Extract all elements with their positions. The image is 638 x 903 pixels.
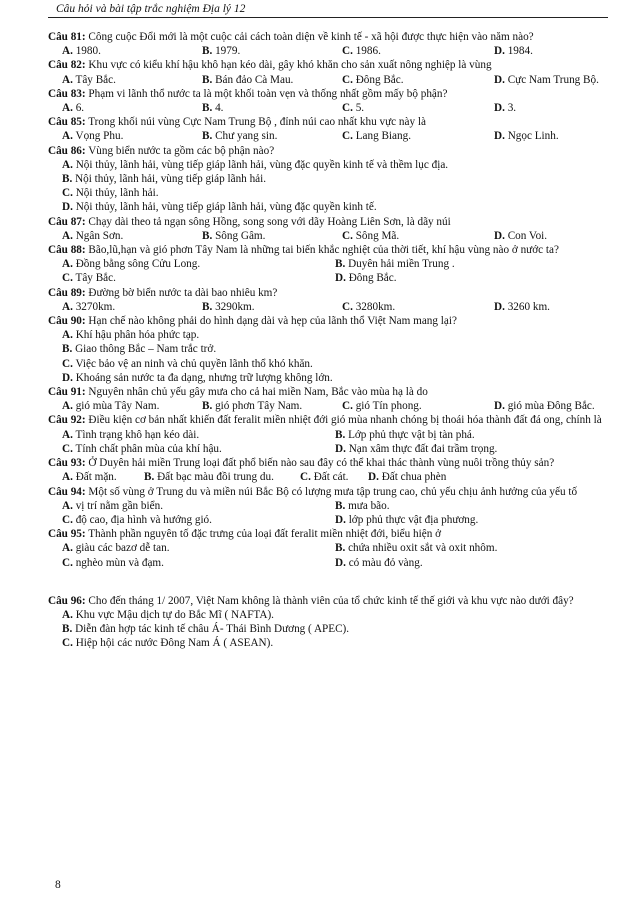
answer-option xyxy=(48,172,608,186)
question-body: Chạy dài theo tả ngạn sông Hồng, song song với dãy Hoàng Liên Sơn, là dãy núi xyxy=(88,215,451,228)
answer-row xyxy=(48,499,608,513)
option-letter: C. xyxy=(300,471,311,484)
question-number: Câu 81: xyxy=(48,31,86,43)
option-letter: B. xyxy=(202,130,213,143)
option-letter: A. xyxy=(62,258,73,271)
question-number: Câu 83: xyxy=(48,87,86,100)
question-number: Câu 95: xyxy=(48,528,86,541)
option-text: gió phơn Tây Nam. xyxy=(215,400,303,413)
option-letter: A. xyxy=(62,158,73,171)
option-text: mưa bão. xyxy=(348,499,390,512)
question-body: Điều kiện cơ bản nhất khiến đất feralit miền nhiệt đới gió mùa nhanh chóng bị thoái hóa thành đất đá ong, chính là xyxy=(88,414,602,427)
answer-option xyxy=(48,200,608,214)
question-text xyxy=(48,456,608,470)
option-text: Sông Gâm. xyxy=(215,229,266,242)
option-text: Nội thủy, lãnh hải, vùng tiếp giáp lãnh hải, vùng đặc quyền kinh tế. xyxy=(75,201,377,214)
option-letter: D. xyxy=(494,73,505,86)
question-body: Khu vực có kiểu khí hậu khô hạn kéo dài, gây khó khăn cho sản xuất nông nghiệp là vùng xyxy=(88,59,492,72)
answer-option xyxy=(62,470,144,484)
option-letter: C. xyxy=(62,513,73,526)
option-letter: C. xyxy=(342,73,353,86)
answer-option xyxy=(48,622,608,636)
option-letter: B. xyxy=(62,343,73,356)
answer-option xyxy=(62,399,202,413)
header-rule xyxy=(48,17,608,18)
option-text: Con Voi. xyxy=(507,229,548,242)
option-letter: D. xyxy=(62,371,73,384)
answer-option xyxy=(342,229,494,243)
option-letter: D. xyxy=(494,400,505,413)
question-text xyxy=(48,115,608,129)
answer-row xyxy=(48,229,608,243)
question-text xyxy=(48,144,608,158)
answer-row xyxy=(48,399,608,413)
answer-option xyxy=(335,257,608,271)
answer-option xyxy=(342,44,494,58)
answer-option xyxy=(62,73,202,87)
option-letter: B. xyxy=(335,258,346,271)
answer-option xyxy=(202,44,342,58)
question-body: Thành phần nguyên tố đặc trưng của loại đất feralit miền nhiệt đới, biểu hiện ở xyxy=(88,528,442,541)
option-letter: A. xyxy=(62,608,73,621)
question-list xyxy=(48,30,608,651)
option-letter: A. xyxy=(62,130,73,143)
answer-option xyxy=(342,129,494,143)
question-number: Câu 87: xyxy=(48,215,86,228)
option-text: Lớp phủ thực vật bị tàn phá. xyxy=(348,428,475,441)
answer-row xyxy=(48,44,608,58)
answer-option xyxy=(48,636,608,650)
option-text: độ cao, địa hình và hướng gió. xyxy=(75,513,212,526)
question-body: Nguyên nhân chủ yếu gây mưa cho cả hai miền Nam, Bắc vào mùa hạ là do xyxy=(88,386,428,399)
option-text: Diễn đàn hợp tác kinh tế châu Á- Thái Bình Dương ( APEC). xyxy=(75,623,350,636)
option-letter: C. xyxy=(342,400,353,413)
option-text: 4. xyxy=(215,102,224,115)
option-letter: D. xyxy=(62,201,73,214)
answer-option xyxy=(494,399,608,413)
option-letter: A. xyxy=(62,300,73,313)
option-letter: B. xyxy=(144,471,155,484)
option-text: Duyên hải miền Trung . xyxy=(348,258,455,271)
answer-option xyxy=(62,541,335,555)
option-text: 1986. xyxy=(355,45,381,58)
option-text: 5. xyxy=(355,102,365,115)
answer-option xyxy=(48,186,608,200)
option-letter: B. xyxy=(202,229,213,242)
answer-option xyxy=(202,101,342,115)
answer-option xyxy=(62,300,202,314)
answer-row xyxy=(48,428,608,442)
question-text xyxy=(48,413,608,427)
option-letter: A. xyxy=(62,428,73,441)
option-text: 3270km. xyxy=(75,300,116,313)
question-text xyxy=(48,30,608,44)
option-letter: D. xyxy=(494,229,505,242)
option-letter: D. xyxy=(494,300,505,313)
option-text: Tây Bắc. xyxy=(75,272,116,285)
answer-option xyxy=(202,399,342,413)
answer-option xyxy=(202,229,342,243)
question-number: Câu 94: xyxy=(48,485,86,498)
question-text xyxy=(48,527,608,541)
question-body: Cho đến tháng 1/ 2007, Việt Nam không là thành viên của tổ chức kinh tế thế giới và khu vực nào dưới đây? xyxy=(88,594,574,607)
answer-option xyxy=(62,271,335,285)
option-text: 1980. xyxy=(75,45,101,58)
option-letter: D. xyxy=(335,272,346,285)
option-text: Khu vực Mậu dịch tự do Bắc Mĩ ( NAFTA). xyxy=(75,608,274,621)
option-text: Hiệp hội các nước Đông Nam Á ( ASEAN). xyxy=(75,637,274,650)
answer-row xyxy=(48,470,608,484)
option-letter: B. xyxy=(62,173,73,186)
option-text: Khí hậu phân hóa phức tạp. xyxy=(75,329,200,342)
question-text xyxy=(48,314,608,328)
question-body: Ở Duyên hải miền Trung loại đất phổ biến nào sau đây có thể khai thác thành vùng nuôi trồng thủy sản? xyxy=(88,457,555,470)
question-body: Một số vùng ở Trung du và miền núi Bắc Bộ có lượng mưa tập trung cao, chủ yếu chịu ảnh hưởng của yếu tố xyxy=(88,485,578,498)
option-text: Sông Mã. xyxy=(355,229,400,242)
option-text: có màu đỏ vàng. xyxy=(348,556,423,569)
answer-option xyxy=(342,101,494,115)
option-text: Đông Bắc. xyxy=(355,73,404,86)
option-letter: C. xyxy=(342,130,353,143)
answer-row xyxy=(48,513,608,527)
answer-option xyxy=(62,44,202,58)
answer-option xyxy=(62,101,202,115)
answer-option xyxy=(48,608,608,622)
question-text xyxy=(48,87,608,101)
answer-option xyxy=(62,257,335,271)
answer-option xyxy=(144,470,300,484)
answer-option xyxy=(62,129,202,143)
option-text: 3. xyxy=(507,102,517,115)
question-body: Trong khối núi vùng Cực Nam Trung Bộ , đỉnh núi cao nhất khu vực này là xyxy=(88,116,426,129)
answer-option xyxy=(335,271,608,285)
answer-option xyxy=(494,101,608,115)
answer-row xyxy=(48,271,608,285)
question-number: Câu 88: xyxy=(48,244,86,257)
option-text: lớp phủ thực vật địa phương. xyxy=(348,513,479,526)
question-number: Câu 85: xyxy=(48,116,86,129)
option-letter: C. xyxy=(342,45,353,58)
question-number: Câu 93: xyxy=(48,457,86,470)
answer-option xyxy=(335,513,608,527)
answer-option xyxy=(48,371,608,385)
question-body: Công cuộc Đổi mới là một cuộc cải cách toàn diện về kinh tế - xã hội được thực hiện vào năm nào? xyxy=(88,31,534,43)
option-letter: C. xyxy=(342,300,353,313)
page-number: 8 xyxy=(55,879,61,891)
question-body: Bão,lũ,hạn và gió phơn Tây Nam là những tai biến khắc nghiệt của thời tiết, khí hậu vùng nào ở nước ta? xyxy=(88,244,559,257)
question-text xyxy=(48,485,608,499)
option-text: 6. xyxy=(75,102,85,115)
question-text xyxy=(48,243,608,257)
option-letter: D. xyxy=(494,45,505,58)
option-letter: A. xyxy=(62,329,73,342)
option-text: Nạn xâm thực đất đai trầm trọng. xyxy=(348,442,498,455)
answer-row xyxy=(48,556,608,570)
question-text xyxy=(48,58,608,72)
option-letter: C. xyxy=(62,187,73,200)
option-letter: A. xyxy=(62,542,73,555)
option-letter: B. xyxy=(202,45,213,58)
answer-row xyxy=(48,73,608,87)
option-text: gió Tín phong. xyxy=(355,400,422,413)
answer-row xyxy=(48,300,608,314)
option-text: Việc bảo vệ an ninh và chủ quyền lãnh thổ khó khăn. xyxy=(75,357,313,370)
option-text: Nội thủy, lãnh hải. xyxy=(75,187,159,200)
option-text: Khoáng sản nước ta đa dạng, nhưng trữ lượng không lớn. xyxy=(75,371,333,384)
answer-option xyxy=(368,470,488,484)
answer-row xyxy=(48,541,608,555)
option-text: Bán đảo Cà Mau. xyxy=(215,73,294,86)
option-letter: A. xyxy=(62,499,73,512)
answer-option xyxy=(62,499,335,513)
answer-option xyxy=(62,513,335,527)
option-text: Chư yang sin. xyxy=(215,130,278,143)
option-letter: C. xyxy=(62,637,73,650)
answer-option xyxy=(202,129,342,143)
answer-option xyxy=(494,129,608,143)
option-text: Tính chất phân mùa của khí hậu. xyxy=(75,442,222,455)
answer-option xyxy=(202,73,342,87)
answer-option xyxy=(62,229,202,243)
option-letter: A. xyxy=(62,45,73,58)
option-text: Giao thông Bắc – Nam trắc trở. xyxy=(75,343,217,356)
option-letter: C. xyxy=(342,102,353,115)
option-text: 1979. xyxy=(215,45,241,58)
option-letter: C. xyxy=(342,229,353,242)
option-letter: B. xyxy=(335,542,346,555)
option-letter: D. xyxy=(368,471,379,484)
option-letter: D. xyxy=(494,102,505,115)
answer-option xyxy=(494,229,608,243)
option-text: 3280km. xyxy=(355,300,396,313)
option-letter: B. xyxy=(62,623,73,636)
question-body: Vùng biển nước ta gồm các bộ phận nào? xyxy=(88,144,275,157)
option-text: Vọng Phu. xyxy=(75,130,124,143)
question-text xyxy=(48,286,608,300)
answer-option xyxy=(48,342,608,356)
question-text xyxy=(48,385,608,399)
option-text: nghèo mùn và đạm. xyxy=(75,556,164,569)
option-text: 3290km. xyxy=(215,300,255,313)
option-letter: A. xyxy=(62,73,73,86)
option-text: Tình trạng khô hạn kéo dài. xyxy=(75,428,200,441)
option-text: Đất bạc màu đồi trung du. xyxy=(157,471,274,484)
option-text: Cực Nam Trung Bộ. xyxy=(507,73,599,86)
option-letter: C. xyxy=(62,357,73,370)
answer-option xyxy=(62,428,335,442)
option-text: Đất cát. xyxy=(313,471,349,484)
option-letter: A. xyxy=(62,471,73,484)
question-text xyxy=(48,594,608,608)
question-number: Câu 82: xyxy=(48,59,86,72)
answer-option xyxy=(62,442,335,456)
option-letter: B. xyxy=(202,400,213,413)
option-text: chứa nhiều oxit sắt và oxit nhôm. xyxy=(348,542,498,555)
question-body: Đường bờ biển nước ta dài bao nhiêu km? xyxy=(88,286,278,299)
question-body: Hạn chế nào không phải do hình dạng dài và hẹp của lãnh thổ Việt Nam mang lại? xyxy=(88,315,457,328)
option-letter: A. xyxy=(62,102,73,115)
answer-row xyxy=(48,129,608,143)
question-number: Câu 90: xyxy=(48,315,86,328)
question-text xyxy=(48,215,608,229)
option-letter: B. xyxy=(202,102,213,115)
option-text: vị trí nằm gần biển. xyxy=(75,499,163,512)
option-text: giàu các bazơ dễ tan. xyxy=(75,542,170,555)
answer-option xyxy=(335,499,608,513)
option-text: 1984. xyxy=(507,45,533,58)
option-text: Ngọc Linh. xyxy=(507,130,559,143)
answer-option xyxy=(342,399,494,413)
answer-option xyxy=(335,541,608,555)
option-letter: C. xyxy=(62,556,73,569)
option-text: Nội thủy, lãnh hải, vùng tiếp giáp lãnh hải, vùng đặc quyền kinh tế và thềm lục địa. xyxy=(75,158,449,171)
answer-option xyxy=(494,44,608,58)
question-number: Câu 89: xyxy=(48,286,86,299)
option-letter: A. xyxy=(62,400,73,413)
option-letter: D. xyxy=(335,442,346,455)
option-letter: B. xyxy=(202,73,213,86)
option-text: 3260 km. xyxy=(507,300,550,313)
option-letter: B. xyxy=(335,428,346,441)
question-number: Câu 92: xyxy=(48,414,86,427)
answer-row xyxy=(48,101,608,115)
option-letter: B. xyxy=(202,300,213,313)
answer-option xyxy=(300,470,368,484)
answer-option xyxy=(335,442,608,456)
answer-option xyxy=(494,300,608,314)
option-text: gió mùa Đông Bắc. xyxy=(507,400,595,413)
option-letter: A. xyxy=(62,229,73,242)
option-letter: C. xyxy=(62,272,73,285)
option-text: Lang Biang. xyxy=(355,130,411,143)
option-text: Nội thủy, lãnh hải, vùng tiếp giáp lãnh hải. xyxy=(75,173,267,186)
answer-row xyxy=(48,442,608,456)
answer-row xyxy=(48,257,608,271)
answer-option xyxy=(48,158,608,172)
question-number: Câu 91: xyxy=(48,386,86,399)
answer-option xyxy=(342,300,494,314)
answer-option xyxy=(48,357,608,371)
answer-option xyxy=(335,556,608,570)
answer-option xyxy=(48,328,608,342)
question-number: Câu 86: xyxy=(48,144,86,157)
option-letter: D. xyxy=(335,513,346,526)
question-number: Câu 96: xyxy=(48,594,86,607)
answer-option xyxy=(202,300,342,314)
option-letter: C. xyxy=(62,442,73,455)
option-letter: B. xyxy=(335,499,346,512)
option-letter: D. xyxy=(494,130,505,143)
answer-option xyxy=(335,428,608,442)
option-text: Tây Bắc. xyxy=(75,73,116,86)
question-body: Phạm vi lãnh thổ nước ta là một khối toàn vẹn và thống nhất gồm mấy bộ phận? xyxy=(88,87,448,100)
option-text: Đất chua phèn xyxy=(381,471,447,484)
option-letter: D. xyxy=(335,556,346,569)
option-text: gió mùa Tây Nam. xyxy=(75,400,160,413)
option-text: Ngân Sơn. xyxy=(75,229,124,242)
option-text: Đất mặn. xyxy=(75,471,117,484)
answer-option xyxy=(494,73,608,87)
answer-option xyxy=(62,556,335,570)
page-header: Câu hỏi và bài tập trắc nghiệm Địa lý 12 xyxy=(56,3,246,15)
option-text: Đồng bằng sông Cửu Long. xyxy=(75,258,201,271)
option-text: Đông Bắc. xyxy=(348,272,397,285)
answer-option xyxy=(342,73,494,87)
spacer xyxy=(48,570,608,594)
